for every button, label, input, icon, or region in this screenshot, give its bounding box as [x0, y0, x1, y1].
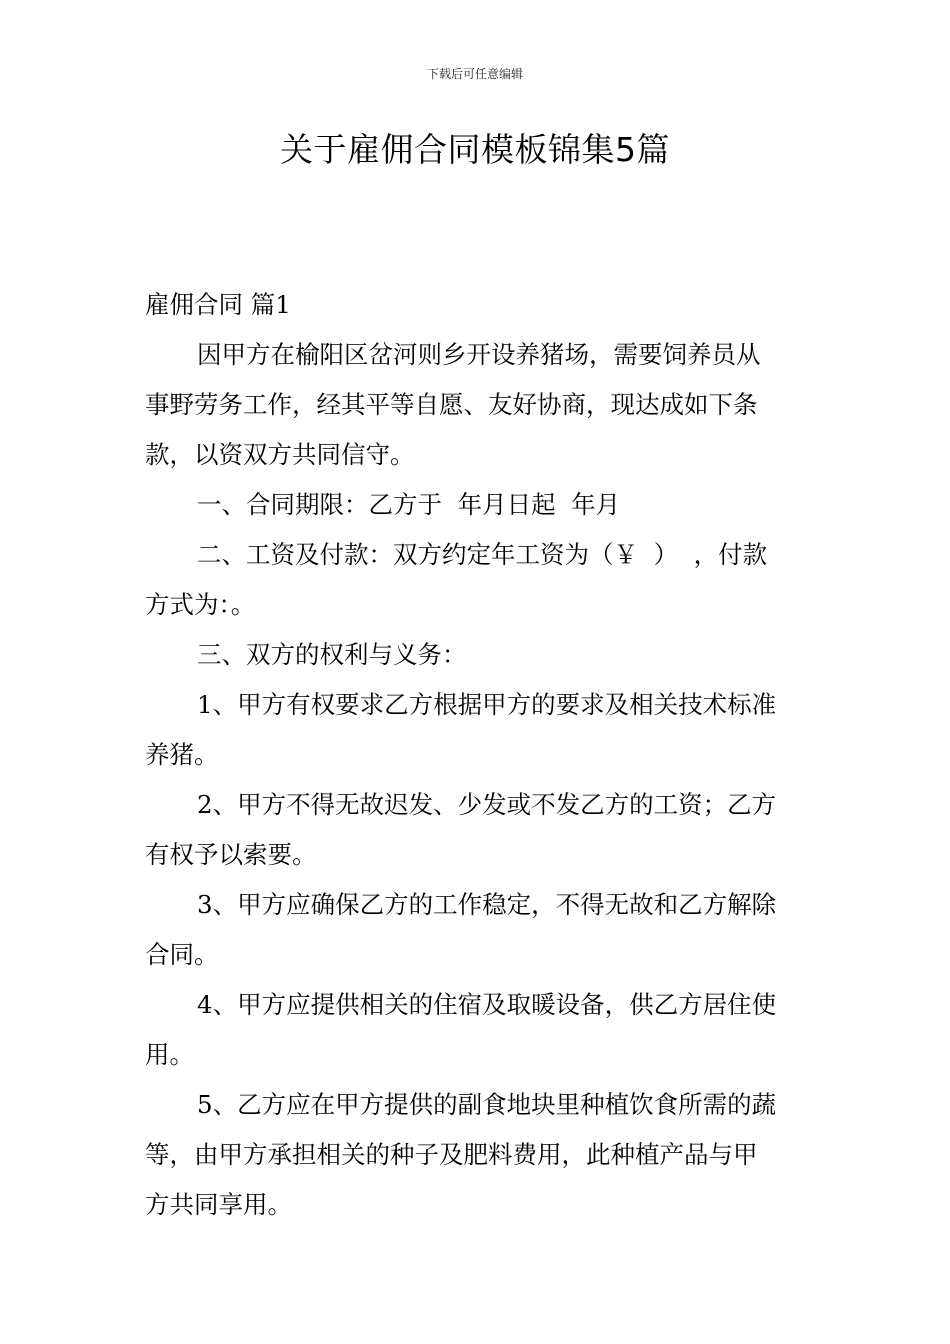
header-note: 下载后可任意编辑 [426, 67, 523, 81]
paragraph-line: 3、甲方应确保乙方的工作稳定，不得无故和乙方解除 [197, 890, 777, 919]
paragraph-line: 三、双方的权利与义务： [197, 640, 467, 669]
paragraph-line: 一、合同期限：乙方于 年月日起 年月 [197, 490, 621, 519]
paragraph-line: 用。 [145, 1040, 194, 1069]
paragraph-line: 4、甲方应提供相关的住宿及取暖设备，供乙方居住使 [197, 990, 777, 1019]
section-heading: 雇佣合同 篇1 [145, 290, 291, 319]
paragraph-line: 5、乙方应在甲方提供的副食地块里种植饮食所需的蔬 [197, 1090, 777, 1119]
document-body [145, 280, 810, 1230]
paragraph-line: 方共同享用。 [145, 1190, 292, 1219]
paragraph-line: 事野劳务工作，经其平等自愿、友好协商，现达成如下条 [145, 390, 758, 419]
paragraph-line: 方式为：。 [145, 590, 256, 619]
paragraph-line: 养猪。 [145, 740, 219, 769]
paragraph-line: 合同。 [145, 940, 219, 969]
paragraph-line: 因甲方在榆阳区岔河则乡开设养猪场，需要饲养员从 [197, 340, 761, 369]
paragraph-line: 1、甲方有权要求乙方根据甲方的要求及相关技术标准 [197, 690, 777, 719]
paragraph-line: 二、工资及付款：双方约定年工资为（￥ ） ，付款 [197, 540, 768, 569]
document-title: 关于雇佣合同模板锦集5篇 [280, 130, 670, 169]
paragraph-line: 款，以资双方共同信守。 [145, 440, 415, 469]
paragraph-line: 2、甲方不得无故迟发、少发或不发乙方的工资；乙方 [197, 790, 777, 819]
paragraph-line: 有权予以索要。 [145, 840, 317, 869]
paragraph-line: 等，由甲方承担相关的种子及肥料费用，此种植产品与甲 [145, 1140, 758, 1169]
